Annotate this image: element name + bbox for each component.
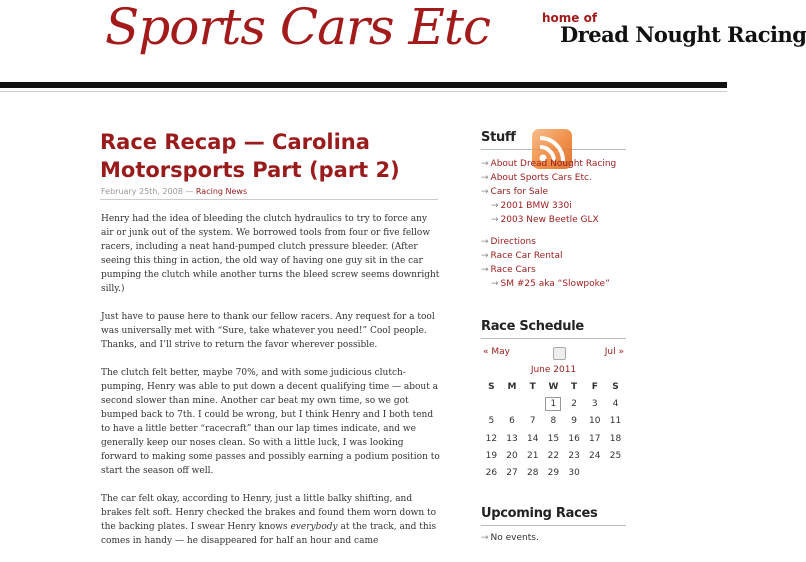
calendar-weekday: T (529, 381, 536, 392)
calendar-day (543, 430, 564, 447)
post-paragraph: Just have to pause here to thank our fellow racers. Any request for a tool was universally met with “Sure, take whatever you need!” Cool people. Thanks, and I’ll strive to return the favor wherever possible. (101, 312, 435, 350)
post-date: February 25th, 2008 (101, 187, 183, 196)
calendar-week-row (481, 395, 626, 412)
arrow-icon: → (491, 201, 499, 211)
calendar-week-row (481, 464, 626, 481)
link-2003-beetle[interactable]: 2003 New Beetle GLX (500, 215, 599, 225)
calendar-week-row (481, 430, 626, 447)
post-paragraph: Henry had the idea of bleeding the clutch hydraulics to try to force any air or junk out of the system. We borrowed tools from four or five fellow racers, including a neat hand-pumped clutch pressure bleeder. (After seeing this thing in action, the old way of having one guy sit in the car pumping the clutch while another turns the bleed screw seems downright silly.) (101, 214, 440, 294)
post-body (101, 212, 441, 562)
calendar-day-number: 17 (589, 433, 601, 444)
calendar-weekday: W (548, 381, 559, 392)
arrow-icon: → (481, 173, 489, 183)
calendar-day (543, 413, 564, 430)
calendar-day-number: 30 (568, 468, 580, 479)
calendar-weekday: T (571, 381, 578, 392)
calendar-day-number: 26 (485, 468, 498, 479)
calendar-day-number: 12 (485, 433, 498, 444)
calendar-day-number: 20 (506, 450, 518, 461)
calendar-day (481, 447, 502, 464)
calendar-weekday-row (481, 378, 626, 395)
calendar-empty-cell (522, 395, 543, 412)
calendar-day (502, 430, 523, 447)
calendar-day (502, 464, 523, 481)
site-header (0, 0, 806, 84)
calendar-day (481, 464, 502, 481)
calendar-day-number: 28 (526, 468, 539, 479)
stuff-heading: Stuff (481, 130, 516, 145)
list-item (481, 213, 616, 227)
arrow-icon: → (481, 159, 489, 169)
calendar-empty-cell (481, 395, 502, 412)
arrow-icon: → (481, 265, 489, 275)
calendar-next-month-link[interactable]: Jul » (604, 347, 624, 357)
stuff-link-list (481, 157, 616, 291)
calendar-day (522, 447, 543, 464)
list-item (481, 235, 616, 249)
post-text: at the track, and this comes in handy — he disappeared for half an hour and came (101, 522, 437, 546)
calendar-week-row (481, 447, 626, 464)
post-text: The car felt okay, according to Henry, just a little balky shifting, and brakes felt soft. Henry checked the brakes and found them worn down to the backing plates. I swear Henry knows (101, 494, 437, 532)
calendar-day (564, 413, 585, 430)
calendar-day-number: 13 (506, 433, 518, 444)
post-emphasis: everybody (290, 522, 338, 532)
calendar-day (605, 395, 626, 412)
home-of-label: home of (542, 11, 598, 25)
calendar-day (584, 413, 605, 430)
calendar-weekday: M (507, 381, 517, 392)
calendar-day-number: 2 (571, 398, 577, 409)
upcoming-races-rule (481, 525, 626, 526)
calendar-grid (481, 378, 626, 482)
arrow-icon: → (491, 279, 499, 289)
calendar-day-number: 16 (568, 433, 580, 444)
post-paragraph: The clutch felt better, maybe 70%, and with some judicious clutch-pumping, Henry was able to put down a decent qualifying time — about a second slower than mine. Another car beat my own time, so we got bumped back to 7th. I could be wrong, but I think Henry and I both tend to have a little better “racecraft” than our lap times indicate, and we generally keep our noses clean. So with a little luck, I was looking forward to making some passes and possibly earning a podium position to start the season off well. (101, 368, 440, 476)
calendar-feed-icon[interactable] (553, 347, 566, 360)
header-divider-line (0, 91, 727, 92)
post-title[interactable]: Race Recap — Carolina Motorsports Part (part 2) (100, 130, 400, 182)
calendar-day-number: 27 (506, 468, 518, 479)
calendar-day (543, 464, 564, 481)
calendar-day (605, 447, 626, 464)
link-about-sports-cars-etc[interactable]: About Sports Cars Etc. (490, 173, 592, 183)
link-race-car-rental[interactable]: Race Car Rental (490, 251, 563, 261)
calendar-day (564, 464, 585, 481)
calendar-week-row (481, 413, 626, 430)
calendar-nav (481, 347, 626, 361)
calendar-day (584, 395, 605, 412)
calendar-day-number: 1 (545, 397, 561, 411)
race-schedule-heading: Race Schedule (481, 319, 584, 334)
calendar-day (481, 430, 502, 447)
link-cars-for-sale[interactable]: Cars for Sale (490, 187, 549, 197)
calendar-day (543, 395, 564, 412)
upcoming-races-list (481, 533, 539, 543)
calendar-day-number: 24 (589, 450, 601, 461)
calendar-day-number: 21 (526, 450, 539, 461)
post-category-link[interactable]: Racing News (195, 187, 248, 196)
calendar-day (481, 413, 502, 430)
calendar-day-number: 18 (609, 433, 622, 444)
calendar-day-number: 5 (488, 416, 495, 427)
arrow-icon: → (481, 533, 489, 543)
calendar-prev-month-link[interactable]: « May (483, 347, 510, 357)
calendar-day-number: 19 (485, 450, 498, 461)
calendar-month-title: June 2011 (530, 365, 577, 375)
calendar-day (584, 447, 605, 464)
race-schedule-rule (481, 338, 626, 339)
calendar-day-number: 29 (547, 468, 560, 479)
calendar-empty-cell (584, 464, 605, 481)
calendar-empty-cell (502, 395, 523, 412)
calendar-day (564, 395, 585, 412)
calendar-day (564, 447, 585, 464)
arrow-icon: → (491, 215, 499, 225)
arrow-icon: → (481, 187, 489, 197)
link-race-cars[interactable]: Race Cars (490, 265, 536, 275)
list-item (481, 171, 616, 185)
calendar-day-number: 11 (609, 416, 622, 427)
calendar-day (502, 413, 523, 430)
calendar-day-number: 14 (526, 433, 539, 444)
calendar-empty-cell (605, 464, 626, 481)
upcoming-races-heading: Upcoming Races (481, 506, 598, 521)
calendar-day-number: 6 (509, 416, 515, 427)
site-title-link[interactable]: Sports Cars Etc (105, 0, 491, 56)
calendar-day-number: 10 (589, 416, 601, 427)
calendar-day (605, 413, 626, 430)
calendar-day (564, 430, 585, 447)
calendar-day (502, 447, 523, 464)
calendar-day-number: 7 (529, 416, 536, 427)
link-slowpoke[interactable]: SM #25 aka “Slowpoke” (500, 279, 610, 289)
list-item (481, 157, 616, 171)
header-divider-bar (0, 82, 727, 88)
list-item (481, 277, 616, 291)
calendar-day-number: 23 (568, 450, 580, 461)
list-item (481, 199, 616, 213)
dread-nought-logo[interactable]: Dread Nought Racing (560, 22, 806, 47)
link-directions[interactable]: Directions (490, 237, 536, 247)
post-meta (101, 187, 247, 196)
post-divider (100, 199, 438, 200)
calendar-day (605, 430, 626, 447)
list-item (481, 249, 616, 263)
calendar-day (522, 430, 543, 447)
list-item (481, 263, 616, 277)
calendar-day (522, 464, 543, 481)
calendar-day-number: 3 (591, 398, 598, 409)
calendar-day-number: 4 (612, 398, 619, 409)
link-2001-bmw[interactable]: 2001 BMW 330i (500, 201, 572, 211)
post-paragraph (101, 492, 441, 548)
calendar-weekday: S (612, 381, 619, 392)
calendar-weekday: F (591, 381, 598, 392)
list-item (481, 185, 616, 199)
post-meta-separator: — (182, 187, 196, 196)
calendar-day-number: 22 (547, 450, 560, 461)
calendar-day (522, 413, 543, 430)
calendar-day (543, 447, 564, 464)
arrow-icon: → (481, 237, 489, 247)
calendar-weekday: S (488, 381, 495, 392)
no-events-text: No events. (490, 533, 539, 543)
arrow-icon: → (481, 251, 489, 261)
link-about-dread-nought-racing[interactable]: About Dread Nought Racing (490, 159, 617, 169)
calendar-day-number: 15 (547, 433, 560, 444)
calendar-day (584, 430, 605, 447)
calendar-day-number: 25 (609, 450, 622, 461)
calendar-day-number: 8 (550, 416, 557, 427)
calendar-day-number: 9 (571, 416, 577, 427)
